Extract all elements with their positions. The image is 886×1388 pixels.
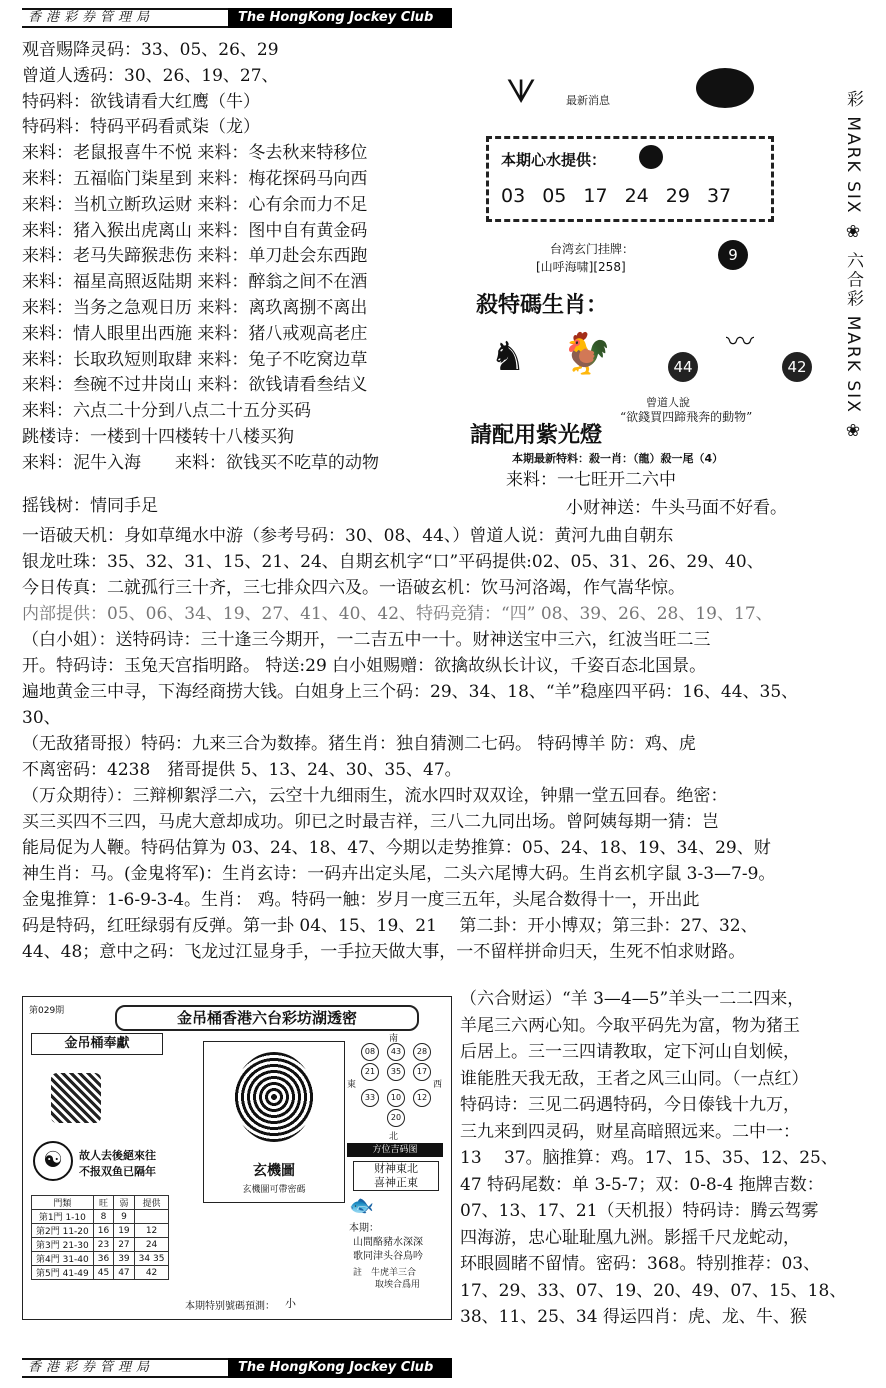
xinshui-number: 03 — [501, 185, 526, 207]
zeng-quote: “欲錢買四蹄飛奔的動物” — [620, 410, 753, 424]
table-cell: 12 — [134, 1224, 169, 1238]
table-header-cell: 弱 — [114, 1196, 134, 1210]
text-line: 来料：当机立断玖运财 来料：心有余而力不足 — [22, 194, 368, 215]
xinshui-numbers — [501, 185, 748, 207]
text-line: 07、13、17、21（天机报）特码诗：腾云驾雾 — [460, 1201, 819, 1221]
text-line: 来料：老马失蹄猴悲伤 来料：单刀赴会东西跑 — [22, 246, 368, 267]
fishes-icon: 🐟 — [349, 1193, 374, 1217]
badge-9: 9 — [718, 240, 748, 270]
table-cell: 24 — [134, 1238, 169, 1252]
note-1: 註 牛虎羊三合 — [353, 1268, 417, 1278]
text-line: 神生肖：马。(金鬼将军)：生肖玄诗：一码卉出定头尾，二头六尾博大码。生肖玄机字鼠 3-3—7-9。 — [22, 864, 776, 884]
poem-1: 山間酪豬水深深 — [353, 1237, 423, 1248]
text-line: 来料：情人眼里出西施 来料：猪八戒观高老庄 — [22, 323, 368, 344]
compass-number: 28 — [413, 1043, 431, 1061]
xinshui-number: 05 — [542, 185, 567, 207]
table-row — [32, 1224, 169, 1238]
apple-icon — [639, 145, 663, 169]
table-cell: 23 — [93, 1238, 113, 1252]
text-line: 跳楼诗：一楼到十四楼转十八楼买狗 — [22, 427, 294, 447]
text-line: 谁能胜天我无敌，王者之风三山同。（一点红） — [460, 1068, 809, 1089]
newest-label: 本期最新特料：殺一肖：（龍）殺一尾（4） — [512, 452, 724, 465]
logo-icon: ᗐ — [506, 73, 537, 111]
table-cell: 9 — [114, 1210, 134, 1224]
poster-verse2: 不报双鱼已隔年 — [79, 1165, 156, 1178]
badge-42: 42 — [782, 352, 812, 382]
news-label: 最新消息 — [566, 94, 610, 107]
poster-gift: 金吊桶奉獻 — [31, 1033, 163, 1055]
table-cell: 19 — [114, 1224, 134, 1238]
info-panel — [470, 64, 807, 484]
text-line: 38、11、25、34 得运四肖：虎、龙、牛、猴 — [460, 1307, 807, 1327]
text-line: 能局促为人鞭。特码估算为 03、24、18、47、今期以走势推算：05、24、18、19、34、29、财 — [22, 838, 771, 858]
table-cell: 第2門 11-20 — [32, 1224, 94, 1238]
text-line: 码是特码，红旺绿弱有反弹。第一卦 04、15、19、21 第二卦：开小博双；第三卦：27、32、 — [22, 916, 758, 936]
footer-banner — [22, 1358, 452, 1378]
text-line: （无敌猪哥报）特码：九来三合为数捧。猪生肖：独自猜测二七码。 特码博羊 防：鸡、虎 — [22, 734, 696, 754]
jitu-title: 玄機圖 — [253, 1163, 295, 1179]
note-2: 取埃合爲用 — [375, 1280, 421, 1290]
text-line: 后居上。三一三四请教取，定下河山自划候， — [460, 1042, 800, 1062]
text-line: 13 37。脑推算：鸡。17、15、35、12、25、 — [460, 1148, 838, 1168]
sha-label: 殺特碼生肖： — [476, 292, 609, 318]
table-row — [32, 1252, 169, 1266]
header-banner — [22, 8, 452, 28]
text-line: 买三买四不三四，马虎大意却成功。卯已之时最吉祥，三八二九同出场。曾阿姨每期一猜：岂 — [22, 812, 719, 832]
direction-2: 喜神正東 — [374, 1176, 418, 1189]
table-cell: 42 — [134, 1266, 169, 1280]
text-line: 遍地黄金三中寻，下海经商捞大钱。白姐身上三个码：29、34、18、“羊”稳座四平码：16、44、35、 — [22, 682, 799, 702]
text-line: 来料：泥牛入海 来料：欲钱买不吃草的动物 — [22, 452, 379, 473]
mid-right-line: 来料：一七旺开二六中 — [506, 470, 676, 490]
text-line: 来料：六点二十分到八点二十五分买码 — [22, 401, 311, 422]
poster-table-wrap — [31, 1195, 181, 1280]
yaoqian-line: 摇钱树：情同手足 — [22, 496, 158, 516]
poem-2: 歌同津头谷鳥吟 — [353, 1251, 423, 1262]
text-line: 特码料：特码平码看贰柒（龙） — [22, 117, 260, 138]
yinyang-icon: ☯ — [33, 1141, 73, 1181]
text-line: 观音赐降灵码：33、05、26、29 — [22, 40, 279, 60]
compass-number: 33 — [361, 1089, 379, 1107]
poster-table — [31, 1195, 169, 1280]
poster — [22, 996, 452, 1320]
table-cell: 16 — [93, 1224, 113, 1238]
text-line: 30、 — [22, 708, 61, 728]
benqi-label: 本期： — [349, 1223, 379, 1234]
text-line: 特码诗：三见二码遇特码，今日傣钱十九万， — [460, 1095, 800, 1115]
text-line: （万众期待）：三辩柳絮浮二六，云空十九细雨生，流水四时双双诠，钟鼎一堂五回春。绝密： — [22, 786, 728, 806]
text-line: 金鬼推算：1-6-9-3-4。生肖： 鸡。特码一触：岁月一度三五年，头尾合数得十一，开出此 — [22, 890, 700, 910]
xinshui-number: 29 — [665, 185, 690, 207]
header-en: The HongKong Jockey Club — [228, 8, 452, 28]
text-line: 特码料：欲钱请看大红鹰（牛） — [22, 91, 260, 112]
table-header-cell: 旺 — [93, 1196, 113, 1210]
compass-number: 08 — [361, 1043, 379, 1061]
zeng-label: 曾道人說 — [646, 396, 690, 409]
taiwan-label: 台湾玄门挂牌： — [550, 242, 635, 256]
tree-icon — [234, 1052, 314, 1142]
poster-verse1: 故人去後絕來往 — [79, 1149, 156, 1162]
xinshui-label: 本期心水提供： — [501, 151, 607, 169]
predict-label: 本期特别號碼預測： — [185, 1301, 275, 1312]
text-line: 银龙吐珠：35、32、31、15、21、24、自期玄机字“口”平码提供:02、05、31、26、29、40、 — [22, 552, 764, 572]
jitu-sub: 玄機圖可帶密碼 — [242, 1185, 306, 1195]
direction-box — [353, 1161, 439, 1191]
compass-number: 21 — [361, 1063, 379, 1081]
table-cell: 第4門 31-40 — [32, 1252, 94, 1266]
poster-issue: 第029期 — [29, 1006, 65, 1016]
compass-number: 17 — [413, 1063, 431, 1081]
compass-e: 東 — [347, 1080, 357, 1090]
text-line: 三九来到四灵码，财星高暗照远来。二中一： — [460, 1121, 800, 1142]
table-cell: 第5門 41-49 — [32, 1266, 94, 1280]
table-row — [32, 1266, 169, 1280]
text-line: 来料：长取玖短则取肆 来料：兔子不吃窝边草 — [22, 349, 368, 370]
predict-value: 小 — [285, 1297, 296, 1310]
table-header-cell: 門類 — [32, 1196, 94, 1210]
text-line: 四海游，忠心耻耻凰九洲。影摇千尺龙蛇动， — [460, 1227, 800, 1248]
direction-1: 财神東北 — [374, 1162, 418, 1175]
table-cell: 34 35 — [134, 1252, 169, 1266]
table-cell: 第3門 21-30 — [32, 1238, 94, 1252]
compass-number: 10 — [387, 1089, 405, 1107]
footer-en: The HongKong Jockey Club — [228, 1358, 452, 1378]
text-line: 不离密码：4238 猪哥提供 5、13、24、30、35、47。 — [22, 760, 462, 780]
right-text-block — [460, 986, 866, 1331]
lottery-logo-icon — [696, 68, 754, 108]
table-row — [32, 1238, 169, 1252]
jitu-frame — [203, 1041, 345, 1203]
xinshui-number: 37 — [706, 185, 732, 207]
text-line: （白小姐）：送特码诗：三十逢三今期开，一二吉五中一十。财神送宝中三六，红波当旺二三 — [22, 630, 711, 650]
compass-number: 43 — [387, 1043, 405, 1061]
lower-block — [22, 523, 864, 965]
compass — [347, 1031, 443, 1143]
table-cell: 8 — [93, 1210, 113, 1224]
compass-w: 西 — [433, 1080, 443, 1090]
text-line: 来料：五福临门柒星到 来料：梅花探码马向西 — [22, 169, 368, 189]
text-line: 47 特码尾数：单 3-5-7；双：0-8-4 拖牌吉数： — [460, 1174, 824, 1195]
table-row — [32, 1210, 169, 1224]
table-header-cell: 提供 — [134, 1196, 169, 1210]
badge-44: 44 — [668, 352, 698, 382]
poster-title: 金吊桶香港六台彩坊湖透密 — [115, 1005, 419, 1031]
table-cell: 27 — [114, 1238, 134, 1252]
text-line: 来料：福星高照返陆期 来料：醉翁之间不在酒 — [22, 272, 368, 293]
dragon-icon: 〰 — [726, 325, 755, 358]
compass-number: 12 — [413, 1089, 431, 1107]
text-line: 一语破天机：身如草绳水中游（参考号码：30、08、44、）曾道人说：黄河九曲自朝东 — [22, 526, 674, 546]
mark-six-vertical: 彩 MARK SIX ❀ 六合彩 MARK SIX ❀ — [843, 90, 863, 444]
table-cell: 45 — [93, 1266, 113, 1280]
xinshui-number: 24 — [624, 185, 649, 207]
text-line: 羊尾三六两心知。今取平码先为富，物为猪王 — [460, 1015, 800, 1036]
table-cell: 第1門 1-10 — [32, 1210, 94, 1224]
header-cn: 香港彩券管理局 — [22, 8, 228, 28]
compass-number: 35 — [387, 1063, 405, 1081]
text-line: （六合财运）“羊 3—4—5”羊头一二二四来， — [460, 989, 805, 1009]
text-line: 内部提供：05、06、34、19、27、41、40、42、特码竞猜：“四” 08、39、26、28、19、17、 — [22, 604, 773, 624]
text-line: 开。特码诗：玉兔天宫指明路。 特送:29 白小姐赐赠：欲擒故纵长计议，千姿百态北国景。 — [22, 656, 707, 676]
caishen-line: 小财神送：牛头马面不好看。 — [566, 498, 787, 518]
text-line: 环眼圆睹不留情。密码：368。特别推荐：03、 — [460, 1254, 821, 1274]
table-cell: 39 — [114, 1252, 134, 1266]
compass-s: 北 — [389, 1132, 399, 1142]
zi-label: 請配用紫光燈 — [470, 422, 603, 448]
xinshui-box — [486, 136, 774, 222]
text-line: 今日传真：二就孤行三十齐，三七排众四六及。一语破玄机：饮马河洛竭，作气嵩华惊。 — [22, 578, 685, 598]
rooster-icon: 🐓 — [562, 331, 612, 377]
taiwan-value: [山呼海啸][258] — [536, 260, 626, 274]
horse-icon: ♞ — [490, 334, 526, 380]
table-cell: 47 — [114, 1266, 134, 1280]
text-line: 曾道人透码：30、26、19、27、 — [22, 65, 279, 86]
text-line: 来料：猪入猴出虎离山 来料：图中自有黄金码 — [22, 220, 368, 241]
compass-n: 南 — [389, 1034, 399, 1044]
xinshui-number: 17 — [583, 185, 608, 207]
compass-number: 20 — [387, 1109, 405, 1127]
direction-title: 方位吉码图 — [347, 1143, 443, 1157]
table-cell: 36 — [93, 1252, 113, 1266]
text-line: 17、29、33、07、19、20、49、07、15、18、 — [460, 1280, 847, 1301]
text-line: 44、48；意中之码：飞龙过江显身手，一手拉天做大事，一不留样拼命归天，生死不怕求财路。 — [22, 942, 746, 962]
table-cell — [134, 1210, 169, 1224]
footer-cn: 香港彩券管理局 — [22, 1358, 228, 1378]
bucket-icon — [51, 1073, 101, 1123]
text-line: 来料：老鼠报喜牛不悦 来料：冬去秋来特移位 — [22, 143, 368, 164]
text-line: 来料：当务之急观日历 来料：离玖离捌不离出 — [22, 298, 368, 318]
text-line: 来料：叁碗不过井岗山 来料：欲钱请看叁结义 — [22, 375, 368, 396]
